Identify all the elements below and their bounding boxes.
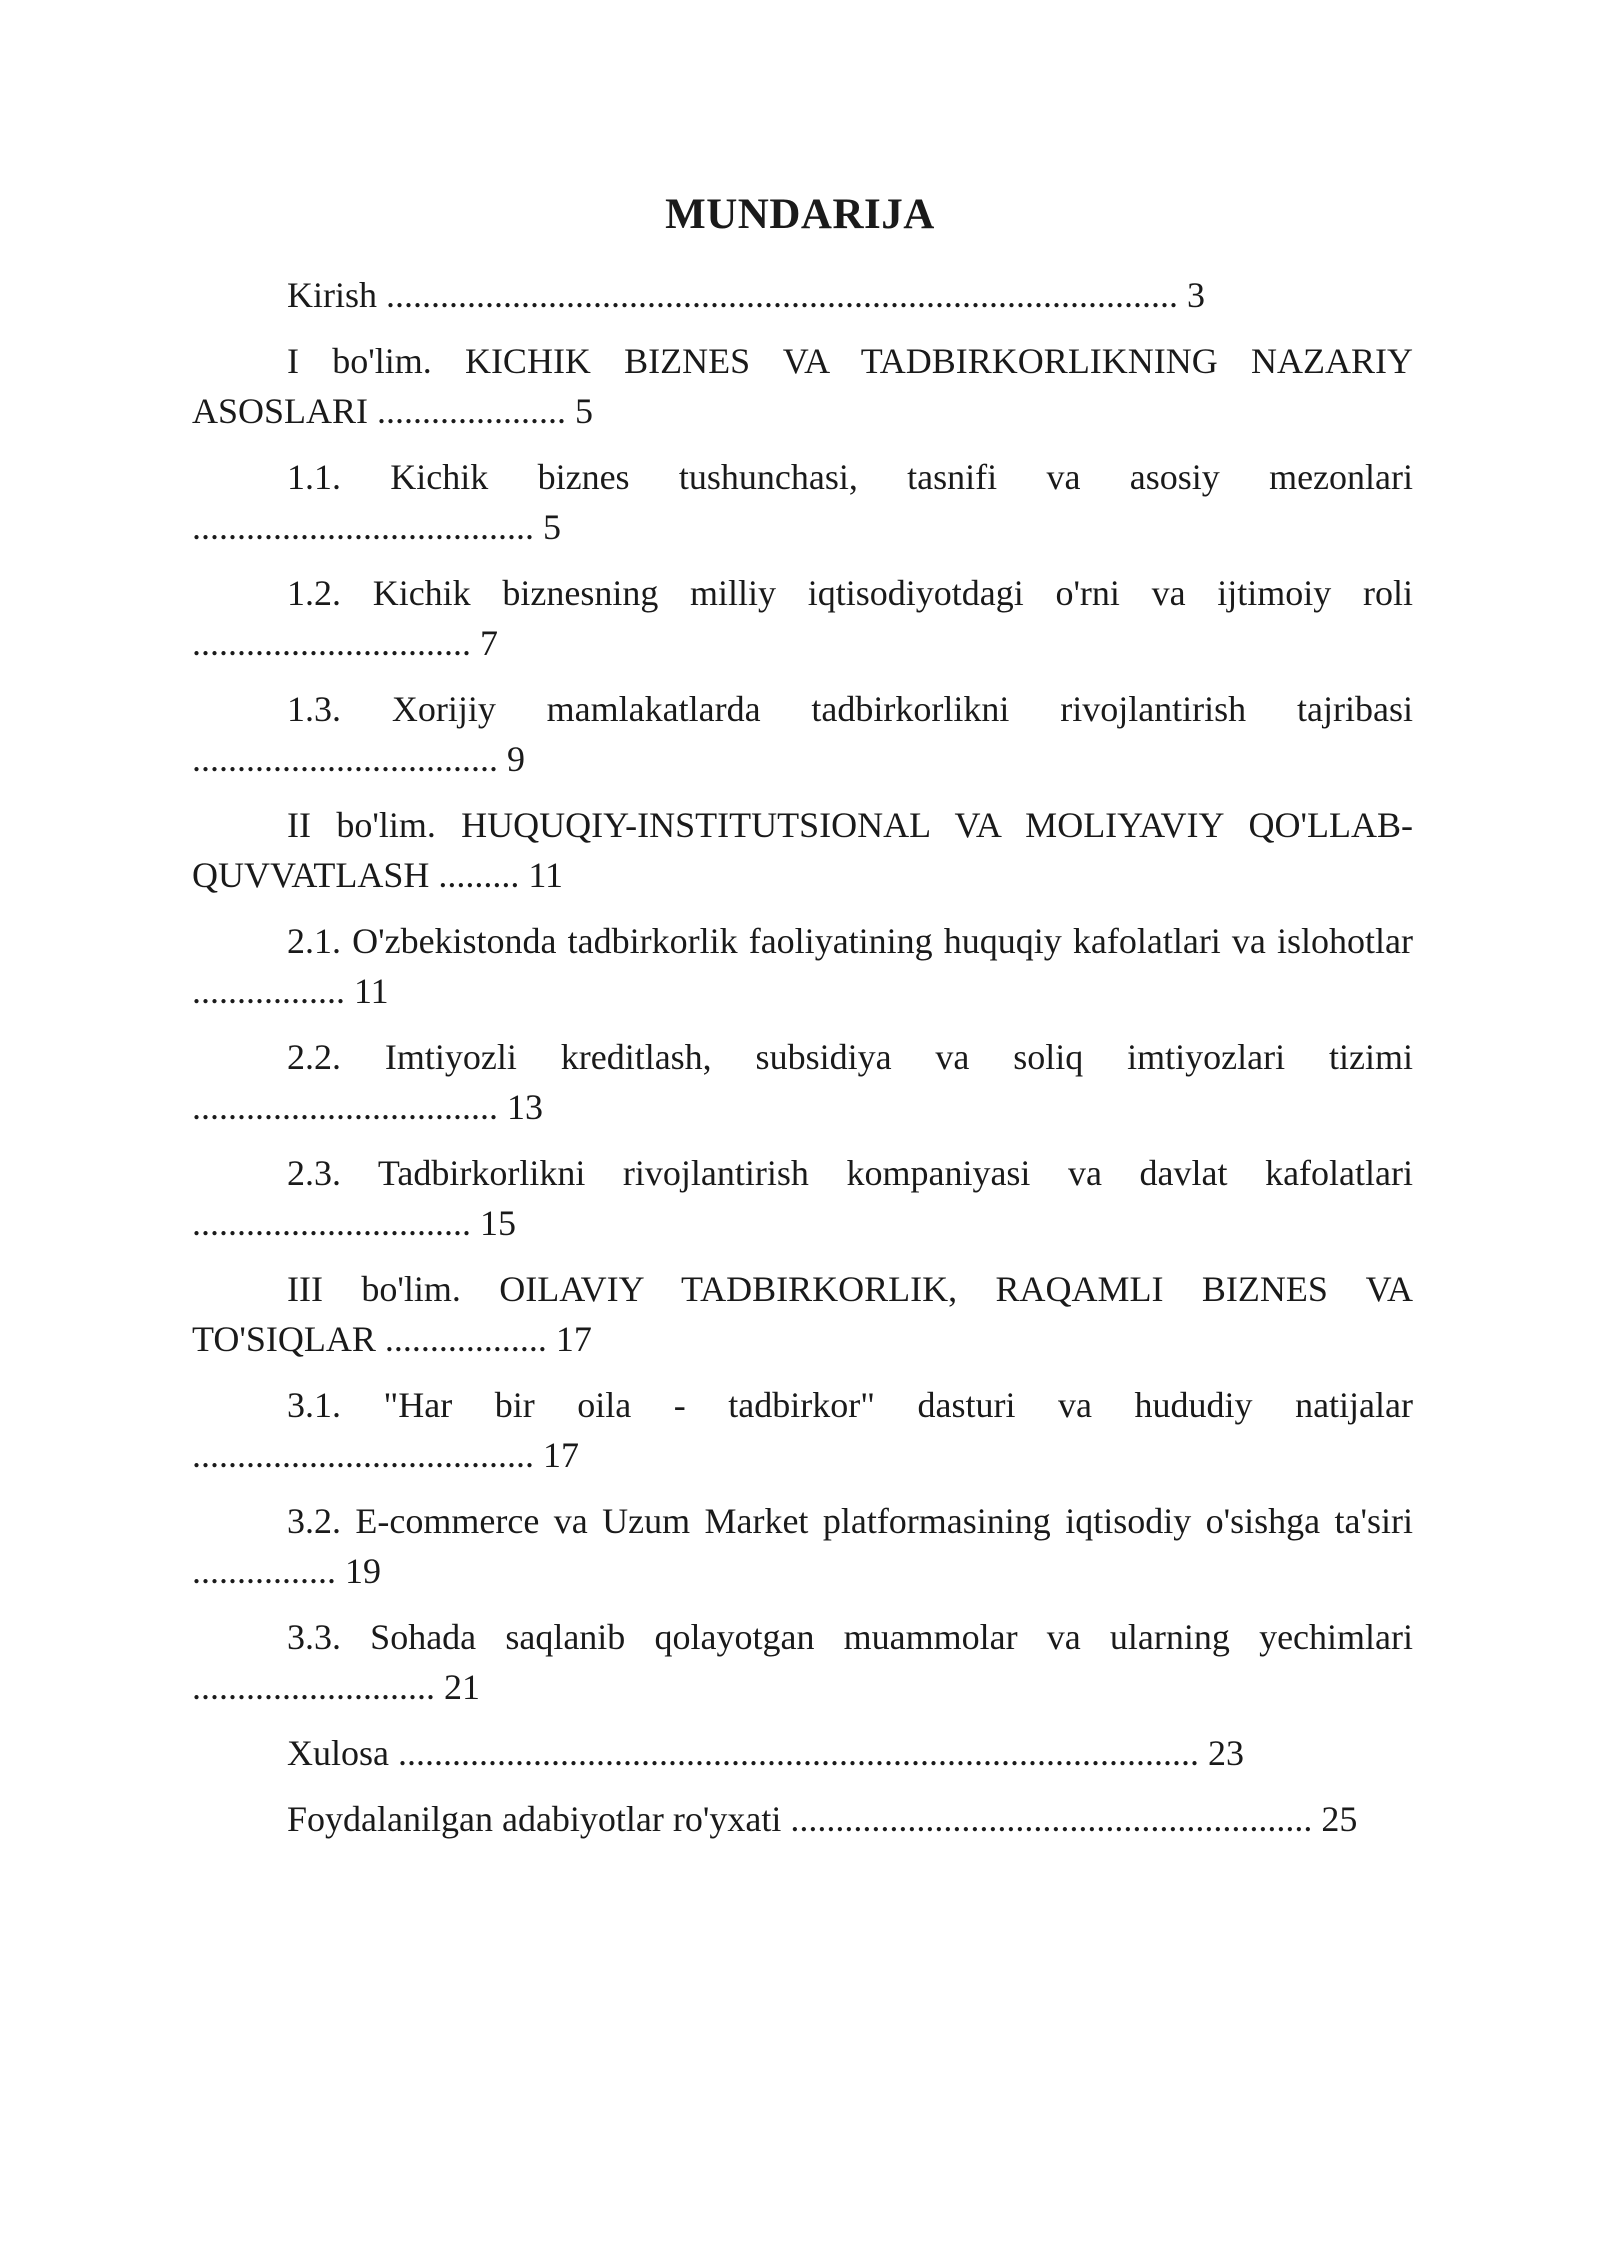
toc-entry-3-2: 3.2. E-commerce va Uzum Market platformasining iqtisodiy o'sishga ta'siri ................ 19 <box>192 1501 1413 1591</box>
toc-entry-3-1: 3.1. "Har bir oila - tadbirkor" dasturi va hududiy natijalar ...................................... 17 <box>192 1385 1413 1475</box>
toc-entry-1-2: 1.2. Kichik biznesning milliy iqtisodiyotdagi o'rni va ijtimoiy roli ............................... 7 <box>192 573 1413 663</box>
toc-entry-xulosa: Xulosa ......................................................................................... 23 <box>287 1733 1244 1773</box>
toc-entry-kirish: Kirish ........................................................................................ 3 <box>287 275 1205 315</box>
toc-entry-2-1: 2.1. O'zbekistonda tadbirkorlik faoliyatining huquqiy kafolatlari va islohotlar ................. 11 <box>192 921 1413 1011</box>
toc-entry-part-2: II bo'lim. HUQUQIY-INSTITUTSIONAL VA MOLIYAVIY QO'LLAB-QUVVATLASH ......... 11 <box>192 805 1413 895</box>
toc-entry-2-2: 2.2. Imtiyozli kreditlash, subsidiya va soliq imtiyozlari tizimi .................................. 13 <box>192 1037 1413 1127</box>
toc-entry-part-1: I bo'lim. KICHIK BIZNES VA TADBIRKORLIKNING NAZARIY ASOSLARI ..................... 5 <box>192 341 1413 431</box>
toc-entry-2-3: 2.3. Tadbirkorlikni rivojlantirish kompaniyasi va davlat kafolatlari ............................... 15 <box>192 1153 1413 1243</box>
table-of-contents <box>192 270 1413 1860</box>
toc-entry-adabiyotlar: Foydalanilgan adabiyotlar ro'yxati .......................................................... 25 <box>287 1799 1358 1839</box>
toc-entry-3-3: 3.3. Sohada saqlanib qolayotgan muammolar va ularning yechimlari ........................... 21 <box>192 1617 1413 1707</box>
page-title: MUNDARIJA <box>665 191 935 238</box>
toc-entry-1-1: 1.1. Kichik biznes tushunchasi, tasnifi va asosiy mezonlari ...................................... 5 <box>192 457 1413 547</box>
toc-entry-part-3: III bo'lim. OILAVIY TADBIRKORLIK, RAQAMLI BIZNES VA TO'SIQLAR .................. 17 <box>192 1269 1413 1359</box>
toc-entry-1-3: 1.3. Xorijiy mamlakatlarda tadbirkorlikni rivojlantirish tajribasi .................................. 9 <box>192 689 1413 779</box>
